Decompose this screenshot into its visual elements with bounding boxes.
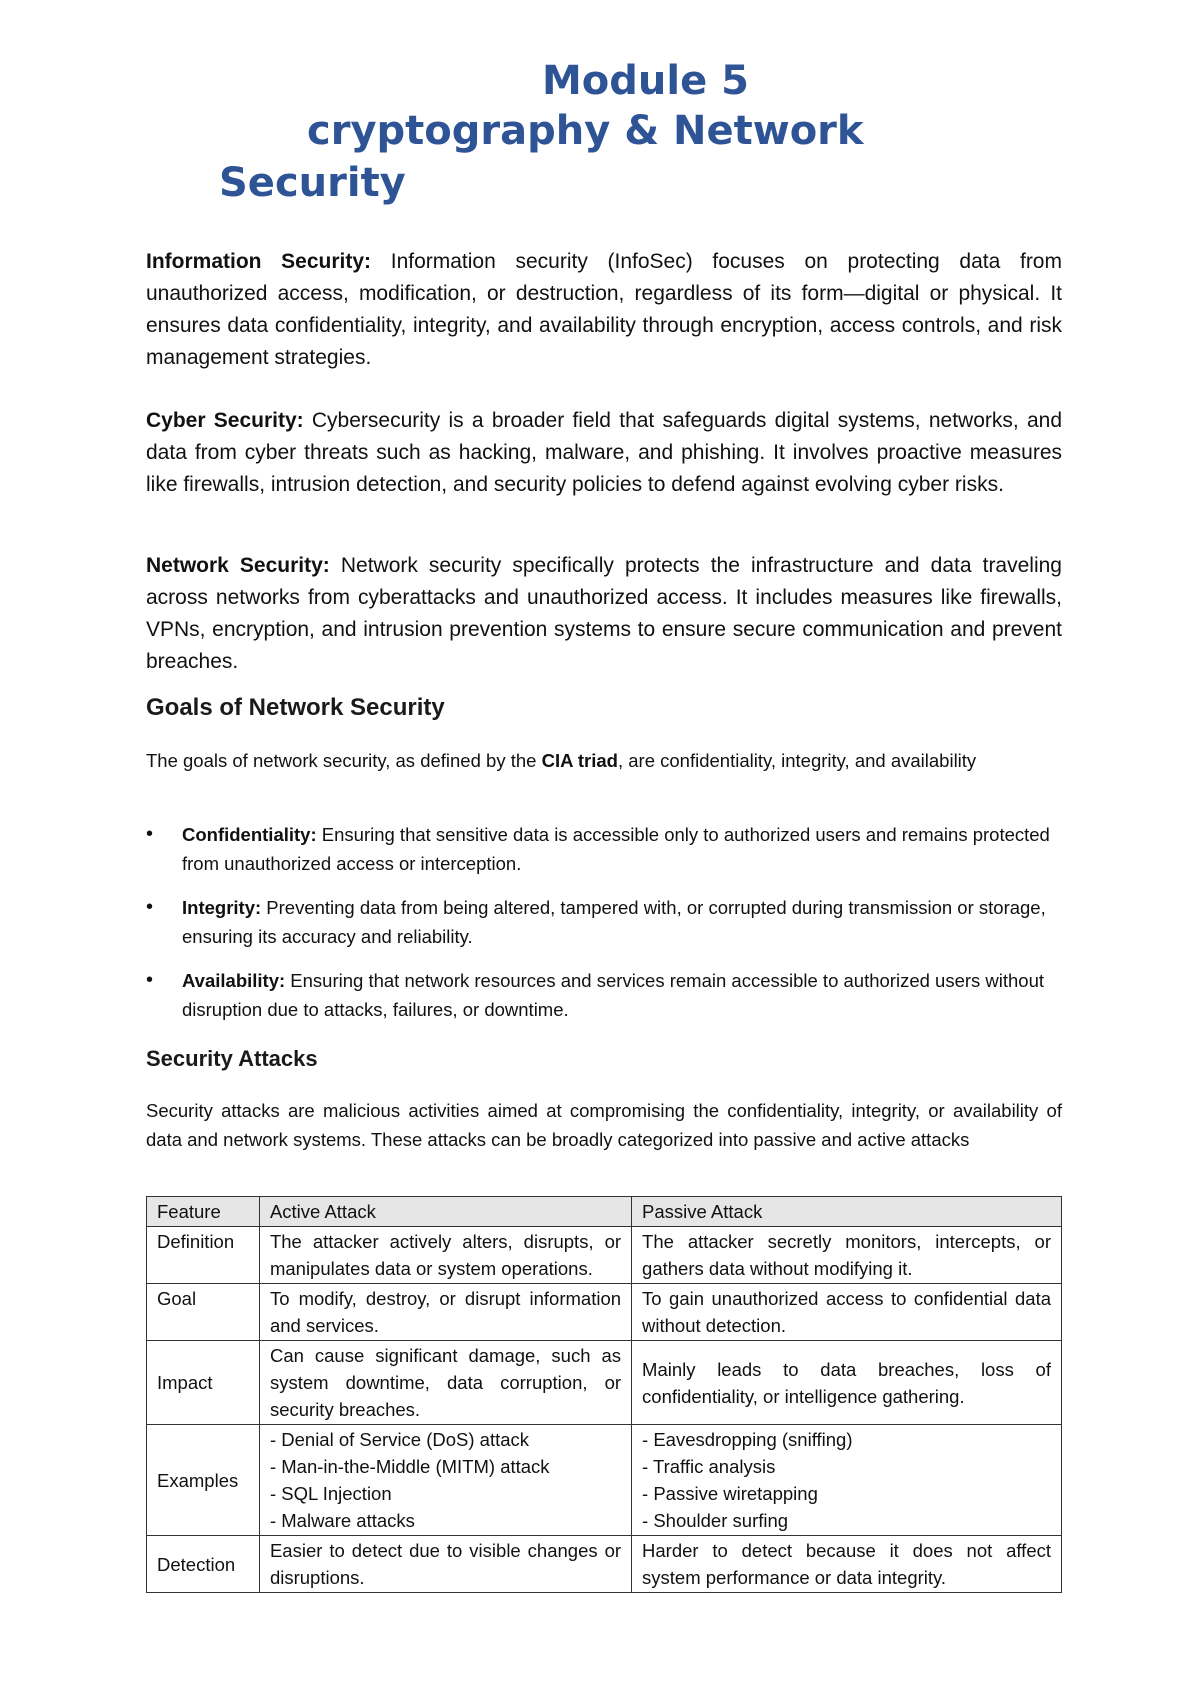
active-cell: The attacker actively alters, disrupts, or manipulates data or system operations. xyxy=(259,1227,631,1284)
passive-cell: To gain unauthorized access to confidential data without detection. xyxy=(632,1284,1062,1341)
list-item xyxy=(146,966,1076,1024)
list-item xyxy=(146,893,1076,951)
table-row xyxy=(147,1341,1062,1425)
cyber-security-term: Cyber Security: xyxy=(146,409,304,432)
information-security-text: Information security (InfoSec) focuses on protecting data from unauthorized access, modification, or destruction, regardless of its form—digital or physical. It ensures data confidentiality, integrity, and availability through encryption, access controls, and risk management strategies. xyxy=(146,250,1062,369)
passive-cell xyxy=(632,1425,1062,1536)
feature-cell: Definition xyxy=(147,1227,260,1284)
cyber-security-paragraph xyxy=(146,405,1062,501)
active-cell xyxy=(259,1425,631,1536)
example-item: - SQL Injection xyxy=(269,1483,392,1504)
attacks-intro: Security attacks are malicious activities aimed at compromising the confidentiality, integrity, or availability of data and network systems. These attacks can be broadly categorized into passive and active attacks xyxy=(146,1100,1062,1150)
passive-cell: Harder to detect because it does not affect system performance or data integrity. xyxy=(632,1536,1062,1593)
column-header: Passive Attack xyxy=(632,1197,1062,1227)
example-item: - Passive wiretapping xyxy=(642,1483,818,1504)
goals-intro-after: , are confidentiality, integrity, and availability xyxy=(617,750,977,771)
feature-cell: Detection xyxy=(147,1536,260,1593)
goal-term: Confidentiality: xyxy=(182,824,317,845)
title-line-2: cryptography & Network xyxy=(307,108,864,154)
table-row xyxy=(147,1284,1062,1341)
example-item: - Malware attacks xyxy=(269,1510,415,1531)
network-security-term: Network Security: xyxy=(146,554,330,577)
bullet-icon: • xyxy=(146,823,154,845)
example-item: - Man-in-the-Middle (MITM) attack xyxy=(269,1456,550,1477)
feature-cell: Impact xyxy=(147,1341,260,1425)
column-header: Feature xyxy=(147,1197,260,1227)
network-security-text: Network security specifically protects the infrastructure and data traveling across networks from cyberattacks and unauthorized access. It includes measures like firewalls, VPNs, encryption, and intrusion prevention systems to ensure secure communication and prevent breaches. xyxy=(146,554,1062,673)
passive-cell: Mainly leads to data breaches, loss of confidentiality, or intelligence gathering. xyxy=(632,1341,1062,1425)
title-line-1: Module 5 xyxy=(542,58,749,104)
goal-term: Integrity: xyxy=(182,897,262,918)
attacks-table xyxy=(146,1196,1062,1593)
example-item: - Eavesdropping (sniffing) xyxy=(642,1429,853,1450)
title-line-3: Security xyxy=(219,160,406,206)
cia-triad-term: CIA triad xyxy=(541,750,618,771)
example-item: - Shoulder surfing xyxy=(642,1510,789,1531)
goals-heading: Goals of Network Security xyxy=(146,694,445,721)
goals-intro xyxy=(146,746,1062,775)
cyber-security-text: Cybersecurity is a broader field that safeguards digital systems, networks, and data from cyber threats such as hacking, malware, and phishing. It involves proactive measures like firewalls, intrusion detection, and security policies to defend against evolving cyber risks. xyxy=(146,409,1062,496)
information-security-term: Information Security: xyxy=(146,250,372,273)
feature-cell: Goal xyxy=(147,1284,260,1341)
goal-text: Ensuring that sensitive data is accessible only to authorized users and remains protected from unauthorized access or interception. xyxy=(182,824,1050,874)
attacks-heading: Security Attacks xyxy=(146,1046,318,1071)
network-security-paragraph xyxy=(146,550,1062,678)
goals-intro-before: The goals of network security, as defined by the xyxy=(146,750,542,771)
table-row xyxy=(147,1227,1062,1284)
table-row xyxy=(147,1536,1062,1593)
active-cell: Can cause significant damage, such as system downtime, data corruption, or security breaches. xyxy=(259,1341,631,1425)
passive-cell: The attacker secretly monitors, intercepts, or gathers data without modifying it. xyxy=(632,1227,1062,1284)
example-item: - Denial of Service (DoS) attack xyxy=(269,1429,530,1450)
table-row xyxy=(147,1425,1062,1536)
column-header: Active Attack xyxy=(259,1197,631,1227)
bullet-icon: • xyxy=(146,896,154,918)
goal-text: Ensuring that network resources and services remain accessible to authorized users without disruption due to attacks, failures, or downtime. xyxy=(182,970,1045,1020)
feature-cell: Examples xyxy=(147,1425,260,1536)
goal-term: Availability: xyxy=(182,970,286,991)
active-cell: Easier to detect due to visible changes or disruptions. xyxy=(259,1536,631,1593)
information-security-paragraph xyxy=(146,246,1062,374)
goal-text: Preventing data from being altered, tampered with, or corrupted during transmission or storage, ensuring its accuracy and reliability. xyxy=(182,897,1046,947)
example-item: - Traffic analysis xyxy=(642,1456,776,1477)
list-item xyxy=(146,820,1076,878)
goals-list xyxy=(146,820,1076,1039)
table-header-row xyxy=(147,1197,1062,1227)
active-cell: To modify, destroy, or disrupt information and services. xyxy=(259,1284,631,1341)
bullet-icon: • xyxy=(146,969,154,991)
